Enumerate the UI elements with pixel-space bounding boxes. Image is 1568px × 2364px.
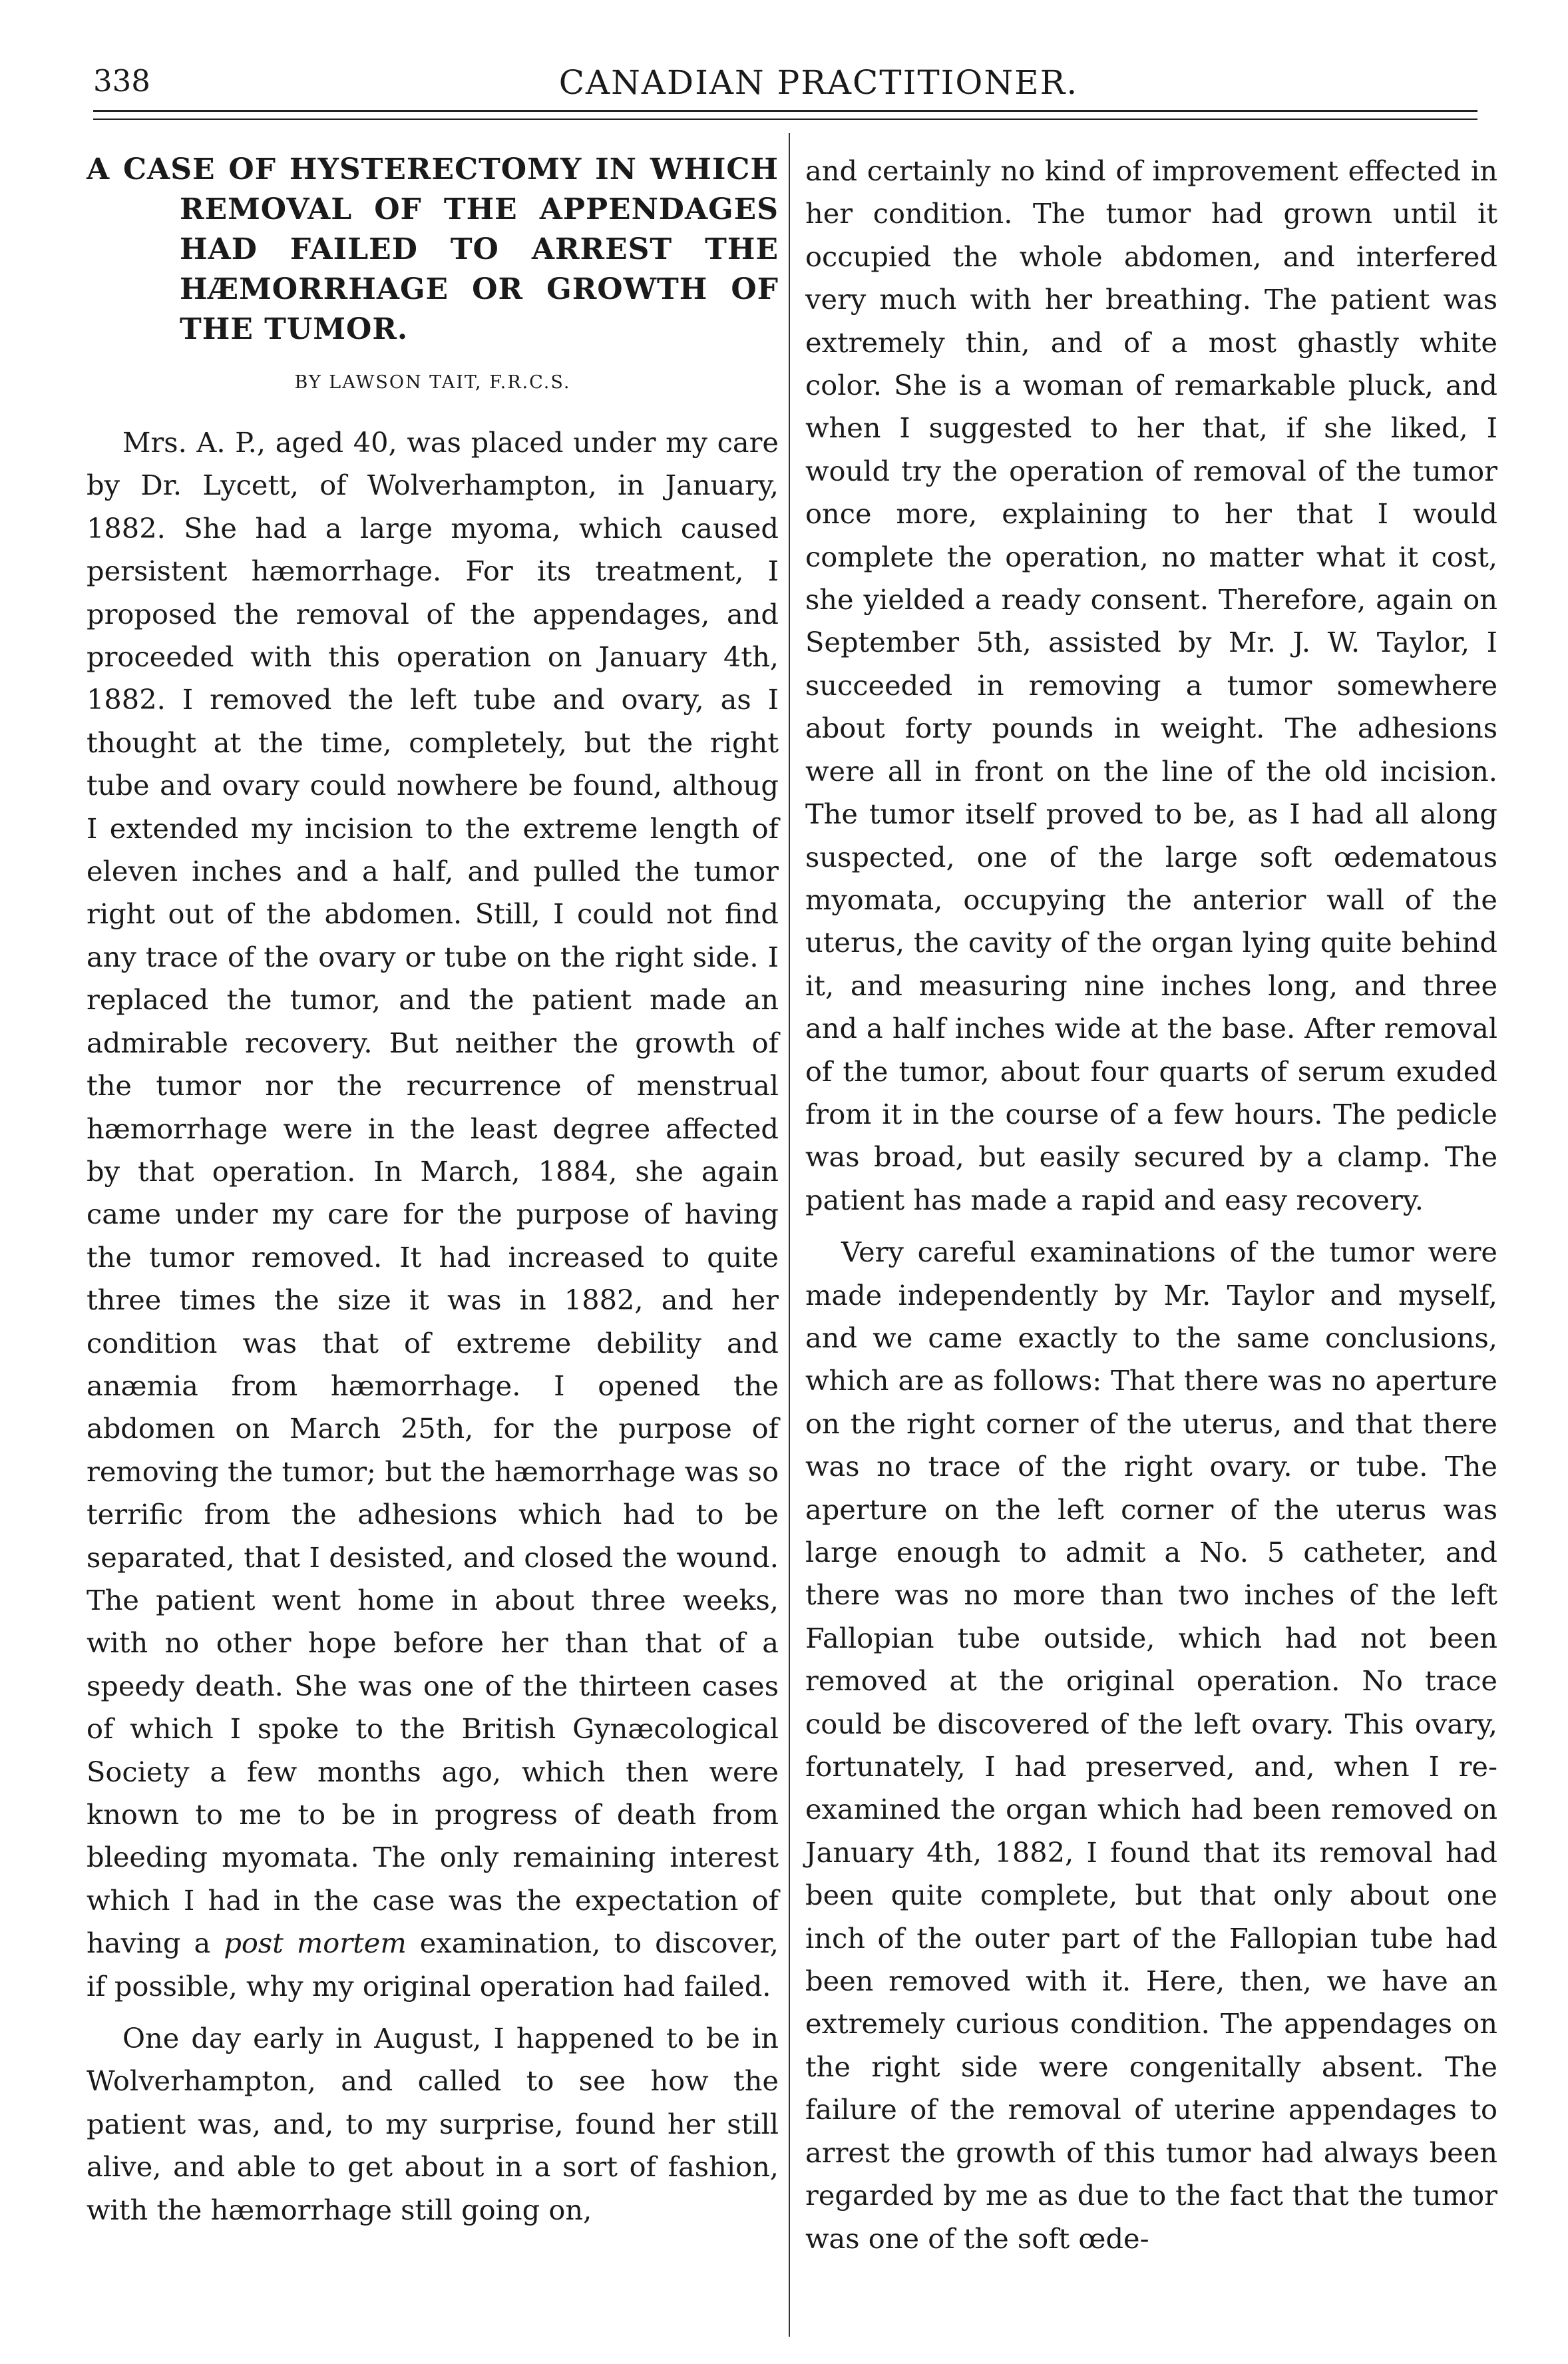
header-rule-top xyxy=(93,110,1477,112)
paragraph-2: One day early in August, I happened to be in Wolverhampton, and called to see how the patient was, and, to my surprise, found her still alive, and able to get about in a sort of fashion, with the hæmorrhage still going on, xyxy=(87,2022,779,2226)
page-header xyxy=(0,0,1568,120)
header-rule-bottom xyxy=(93,118,1477,120)
right-column xyxy=(805,150,1497,2260)
paragraph-2-continued: and certainly no kind of improvement effected in her condition. The tumor had grown until it occupied the whole abdomen, and interfered very much with her breathing. The patient was extremely thin, and of a most ghastly white color. She is a woman of remarkable pluck, and when I suggested to her that, if she liked, I would try the operation of removal of the tumor once more, explaining to her that I would complete the operation, no matter what it cost, she yielded a ready consent. Therefore, again on September 5th, assisted by Mr. J. W. Taylor, I succeeded in removing a tumor somewhere about forty pounds in weight. The adhesions were all in front on the line of the old incision. The tumor itself proved to be, as I had all along suspected, one of the large soft œdematous myomata, occupying the anterior wall of the uterus, the cavity of the organ lying quite behind it, and measuring nine inches long, and three and a half inches wide at the base. After removal of the tumor, about four quarts of serum exuded from it in the course of a few hours. The pedicle was broad, but easily secured by a clamp. The patient has made a rapid and easy recovery. xyxy=(805,154,1497,1216)
paragraph-1-end: examination, to discover, if possible, why my original operation had failed. xyxy=(87,1927,779,2003)
paragraph-3: Very careful examinations of the tumor were made independently by Mr. Taylor and myself, and we came exactly to the same conclusions, which are as follows: That there was no aperture on the right corner of the uterus, and that there was no trace of the right ovary. or tube. The aperture on the left corner of the uterus was large enough to admit a No. 5 catheter, and there was no more than two inches of the left Fallopian tube outside, which had not been removed at the original operation. No trace could be discovered of the left ovary. This ovary, fortunately, I had preserved, and, when I re-examined the organ which had been removed on January 4th, 1882, I found that its removal had been quite complete, but that only about one inch of the outer part of the Fallopian tube had been removed with it. Here, then, we have an extremely curious condition. The appendages on the right side were congenitally absent. The failure of the removal of uterine appendages to arrest the growth of this tumor had always been regarded by me as due to the fact that the tumor was one of the soft œde- xyxy=(805,1236,1497,2255)
article-title: A CASE OF HYSTERECTOMY IN WHICH REMOVAL OF THE APPENDAGES HAD FAILED TO ARREST THE HÆMORRHAGE OR GROWTH OF THE TUMOR. xyxy=(87,152,779,346)
running-head: CANADIAN PRACTITIONER. xyxy=(558,63,1079,102)
paragraph-1-italic: post mortem xyxy=(224,1927,407,1960)
column-divider xyxy=(789,133,790,2337)
paragraph-1 xyxy=(87,421,779,2008)
page-number: 338 xyxy=(93,63,150,99)
article-byline: BY LAWSON TAIT, F.R.C.S. xyxy=(294,372,571,393)
left-column xyxy=(87,150,779,2232)
paragraph-1-text: Mrs. A. P., aged 40, was placed under my care by Dr. Lycett, of Wolverhampton, in January, 1882. She had a large myoma, which caused persistent hæmorrhage. For its treatment, I proposed the removal of the appendages, and proceeded with this operation on January 4th, 1882. I removed the left tube and ovary, as I thought at the time, completely, but the right tube and ovary could nowhere be found, althoug I extended my incision to the extreme length of eleven inches and a half, and pulled the tumor right out of the abdomen. Still, I could not find any trace of the ovary or tube on the right side. I replaced the tumor, and the patient made an admirable recovery. But neither the growth of the tumor nor the recurrence of menstrual hæmorrhage were in the least degree affected by that operation. In March, 1884, she again came under my care for the purpose of having the tumor removed. It had increased to quite three times the size it was in 1882, and her condition was that of extreme debility and anæmia from hæmorrhage. I opened the abdomen on March 25th, for the purpose of removing the tumor; but the hæmorrhage was so terrific from the adhesions which had to be separated, that I desisted, and closed the wound. The patient went home in about three weeks, with no other hope before her than that of a speedy death. She was one of the thirteen cases of which I spoke to the British Gynæcological Society a few months ago, which then were known to me to be in progress of death from bleeding myomata. The only remaining interest which I had in the case was the expectation of having a xyxy=(87,426,779,1960)
